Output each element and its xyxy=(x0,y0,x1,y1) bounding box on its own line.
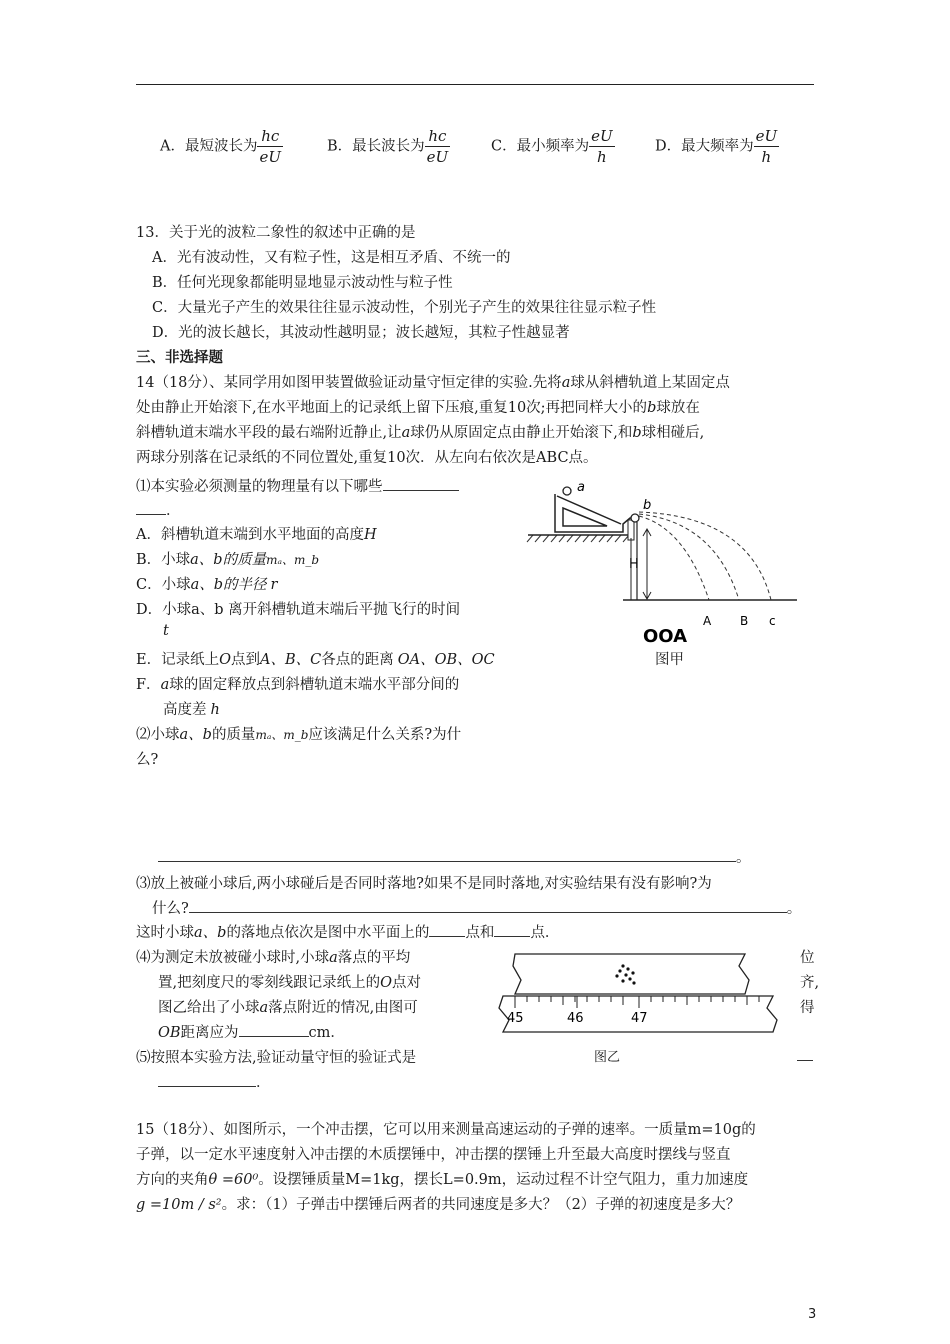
dot xyxy=(628,977,631,980)
text: 球相碰后, xyxy=(641,425,705,441)
var: mₐ、m_b xyxy=(266,553,320,567)
q12-option-d-label: D．最大频率为 xyxy=(655,138,754,155)
dot xyxy=(621,964,624,967)
fraction-numerator: eU xyxy=(755,127,778,145)
hatch xyxy=(567,535,573,542)
answer-blank[interactable] xyxy=(136,500,166,515)
hatch xyxy=(551,535,557,542)
hatch xyxy=(575,535,581,542)
q14-line-1 xyxy=(136,371,730,392)
label-b: b xyxy=(643,498,652,513)
q12-option-a-label: A．最短波长为 xyxy=(160,138,258,155)
q14-part-4-line2 xyxy=(158,971,421,992)
text: 。 xyxy=(736,850,751,866)
fraction-denominator: eU xyxy=(259,148,282,166)
text: 球仍从原固定点由静止开始滚下,和 xyxy=(410,425,633,441)
text: 。设摆锤质量M=1kg，摆长L=0.9m，运动过程不计空气阻力，重力加速度 xyxy=(258,1172,749,1188)
var: A、B、C xyxy=(259,652,322,668)
q14-line-3 xyxy=(136,421,704,442)
section-heading: 三、非选择题 xyxy=(136,349,223,366)
tick-label-47: 47 xyxy=(631,1011,648,1026)
q14-part-1-cont xyxy=(136,499,181,520)
dot xyxy=(631,971,634,974)
partial-label: OOA xyxy=(643,626,688,647)
text: 什么? xyxy=(152,901,189,917)
q14-part-1 xyxy=(136,475,459,496)
dot xyxy=(632,981,635,984)
q14-option-a xyxy=(136,523,377,544)
text: 球从斜槽轨道上某固定点 xyxy=(570,375,730,391)
figure-jia-caption: 图甲 xyxy=(655,652,684,668)
q13-option-d: D．光的波长越长，其波动性越明显；波长越短，其粒子性越显著 xyxy=(152,325,570,341)
answer-blank[interactable] xyxy=(239,1022,309,1037)
var: a xyxy=(329,950,338,966)
fraction-denominator: h xyxy=(761,148,772,166)
fraction-numerator: eU xyxy=(591,127,613,145)
q12-option-c-fraction xyxy=(589,126,615,167)
q14-part-4-right3: 得 xyxy=(800,1000,815,1016)
var: b xyxy=(632,425,642,441)
text: a、b的半径 xyxy=(190,577,267,593)
text: 球放在 xyxy=(656,400,700,416)
var: mₐ、m_b xyxy=(255,728,309,742)
text: 应该满足什么关系?为什 xyxy=(308,727,462,743)
text: ． xyxy=(166,503,181,519)
var: a、b xyxy=(194,925,227,941)
var: h xyxy=(210,702,220,718)
q14-part-4-right1: 位 xyxy=(800,950,815,966)
q12-option-a-fraction xyxy=(257,126,283,167)
q14-line-4: 两球分别落在记录纸的不同位置处,重复10次．从左向右依次是ABC点。 xyxy=(136,450,598,466)
q12-option-a xyxy=(160,126,283,167)
text: 这时小球 xyxy=(136,925,194,941)
hatch xyxy=(591,535,597,542)
page-number: 3 xyxy=(808,1307,817,1322)
fraction-denominator: eU xyxy=(426,148,449,166)
text: 落点的平均 xyxy=(337,950,411,966)
var: a xyxy=(160,677,170,693)
answer-blank[interactable] xyxy=(383,476,459,491)
label-H: H xyxy=(629,557,639,572)
trajectory-c xyxy=(639,512,771,600)
text: 点对 xyxy=(392,975,421,991)
answer-blank[interactable] xyxy=(797,1046,813,1061)
text: B．小球 xyxy=(136,552,191,568)
text: 点和 xyxy=(465,925,495,941)
q12-option-b-fraction xyxy=(425,126,451,167)
answer-blank[interactable] xyxy=(494,922,530,937)
hatch xyxy=(607,535,613,542)
q12-option-b xyxy=(327,126,450,167)
text: ⑷为测定未放被碰小球时,小球 xyxy=(136,950,330,966)
text: 点． xyxy=(530,925,560,941)
q14-part-4-line1 xyxy=(136,946,410,967)
label-B: B xyxy=(740,614,749,628)
q15-line-4 xyxy=(136,1193,740,1214)
text: ⑵小球 xyxy=(136,727,180,743)
text: a、b 离开斜槽轨道末端后平抛飞行的时间 xyxy=(191,602,461,618)
text: C．小球 xyxy=(136,577,191,593)
text: 的质量 xyxy=(211,727,256,743)
q14-option-b xyxy=(136,548,319,569)
q15-line-2: 子弹，以一定水平速度射入冲击摆的木质摆锤中，冲击摆的摆锤上升至最大高度时摆线与竖直 xyxy=(136,1147,731,1163)
text: 球的固定释放点到斜槽轨道末端水平部分间的 xyxy=(169,677,460,693)
text: 图乙给出了小球 xyxy=(158,1000,260,1016)
var: O xyxy=(219,652,231,668)
text: 落点附近的情况,由图可 xyxy=(268,1000,418,1016)
answer-blank[interactable] xyxy=(189,898,787,913)
hatch xyxy=(615,535,621,542)
incline-support xyxy=(563,508,607,526)
record-paper xyxy=(513,954,749,994)
dot xyxy=(624,973,627,976)
var: a xyxy=(259,1000,269,1016)
q12-option-c-label: C．最小频率为 xyxy=(491,138,590,155)
dot xyxy=(615,974,618,977)
var: H xyxy=(363,527,377,543)
q14-part-4-line4 xyxy=(158,1021,345,1042)
text: E．记录纸上 xyxy=(136,652,220,668)
var: a、b xyxy=(179,727,212,743)
text: 处由静止开始滚下,在水平地面上的记录纸上留下压痕,重复10次;再把同样大小的 xyxy=(136,400,648,416)
q13-option-c: C．大量光子产生的效果往往显示波动性，个别光子产生的效果往往显示粒子性 xyxy=(152,300,657,316)
text: 点到 xyxy=(230,652,260,668)
text: D．小球 xyxy=(136,602,192,618)
q14-option-f-cont xyxy=(163,698,220,719)
q14-line-2 xyxy=(136,396,700,417)
label-a: a xyxy=(577,480,585,495)
ground-hatching-left xyxy=(527,535,633,542)
q14-option-f xyxy=(136,673,459,694)
track-end-post xyxy=(628,520,634,540)
hatch xyxy=(583,535,589,542)
hatch xyxy=(599,535,605,542)
q14-part-3-line3 xyxy=(136,921,559,942)
text: 。求：（1）子弹击中摆锤后两者的共同速度是多大？（2）子弹的初速度是多大？ xyxy=(221,1197,741,1213)
label-C: c xyxy=(769,614,776,628)
text: 14（18分）、某同学用如图甲装置做验证动量守恒定律的实验.先将 xyxy=(136,375,562,391)
text: 方向的夹角 xyxy=(136,1172,209,1188)
q14-part-2 xyxy=(136,723,461,744)
text: ． xyxy=(256,1075,271,1091)
q12-option-d-fraction xyxy=(754,126,780,167)
q13-stem: 13．关于光的波粒二象性的叙述中正确的是 xyxy=(136,225,416,241)
q14-part-5-blank-right xyxy=(797,1046,813,1065)
var: a xyxy=(401,425,411,441)
ball-b xyxy=(631,514,639,522)
q12-option-b-label: B．最长波长为 xyxy=(327,138,425,155)
answer-blank[interactable] xyxy=(158,1072,256,1087)
var: b xyxy=(647,400,657,416)
q14-part-5: ⑸按照本实验方法,验证动量守恒的验证式是 xyxy=(136,1050,417,1066)
q12-option-d xyxy=(655,126,779,167)
fraction-denominator: h xyxy=(597,148,607,166)
hatch xyxy=(543,535,549,542)
fraction-numerator: hc xyxy=(257,126,283,147)
var: a xyxy=(561,375,571,391)
header-rule xyxy=(136,84,814,85)
q15-line-3 xyxy=(136,1168,748,1189)
q12-option-c xyxy=(491,126,615,167)
q14-part-4-right2: 齐, xyxy=(800,975,820,991)
q14-part-2-cont: 么? xyxy=(136,752,159,768)
answer-blank[interactable] xyxy=(158,847,736,862)
q14-part-3-cont xyxy=(152,897,801,918)
text: cm． xyxy=(308,1025,345,1041)
hatch xyxy=(527,535,533,542)
text: 各点的距离 xyxy=(321,652,394,668)
text: 高度差 xyxy=(163,702,207,718)
text: A．斜槽轨道末端到水平地面的高度 xyxy=(136,527,364,543)
dot xyxy=(621,979,624,982)
q14-option-d-var: t xyxy=(163,623,169,639)
hatch xyxy=(559,535,565,542)
q13-option-a: A．光有波动性，又有粒子性，这是相互矛盾、不统一的 xyxy=(152,250,511,266)
fraction-numerator: hc xyxy=(425,126,451,147)
var: OA、OB、OC xyxy=(397,652,495,668)
text: 斜槽轨道末端水平段的最右端附近静止,让 xyxy=(136,425,402,441)
dot xyxy=(626,967,629,970)
q14-part-5-cont xyxy=(158,1071,271,1092)
q14-part-4-line3 xyxy=(158,996,418,1017)
answer-blank[interactable] xyxy=(429,922,465,937)
var: OB xyxy=(158,1025,181,1041)
dot xyxy=(618,969,621,972)
figure-yi-caption: 图乙 xyxy=(594,1050,621,1065)
q14-option-e xyxy=(136,648,495,669)
tick-label-46: 46 xyxy=(567,1011,584,1026)
label-A: A xyxy=(703,614,712,628)
var: O xyxy=(380,975,392,991)
tick-label-45: 45 xyxy=(507,1011,524,1026)
text: 。 xyxy=(786,901,802,917)
q13-option-b: B．任何光现象都能明显地显示波动性与粒子性 xyxy=(152,275,453,291)
text: F． xyxy=(136,677,161,693)
text: ⑴本实验必须测量的物理量有以下哪些 xyxy=(136,479,383,495)
text: 的落地点依次是图中水平面上的 xyxy=(226,925,430,941)
q14-part-3: ⑶放上被碰小球后,两小球碰后是否同时落地?如果不是同时落地,对实验结果有没有影响?为 xyxy=(136,876,712,892)
q14-option-d xyxy=(136,598,460,619)
text: 距离应为 xyxy=(180,1025,239,1041)
figure-jia xyxy=(525,478,805,668)
formula: g =10m / s² xyxy=(136,1197,222,1213)
q14-part-2-answer xyxy=(158,846,751,867)
q14-option-c xyxy=(136,573,277,594)
var: r xyxy=(270,577,278,593)
hatch xyxy=(535,535,541,542)
trajectory-a xyxy=(639,516,709,600)
formula: θ =60⁰ xyxy=(208,1172,259,1188)
figure-yi xyxy=(495,950,785,1040)
q15-line-1: 15（18分）、如图所示，一个冲击摆，它可以用来测量高速运动的子弹的速率。一质量m=10g的 xyxy=(136,1122,756,1138)
ball-a xyxy=(563,487,571,495)
text: a、b的质量 xyxy=(190,552,267,568)
text: 置,把刻度尺的零刻线跟记录纸上的 xyxy=(158,975,381,991)
